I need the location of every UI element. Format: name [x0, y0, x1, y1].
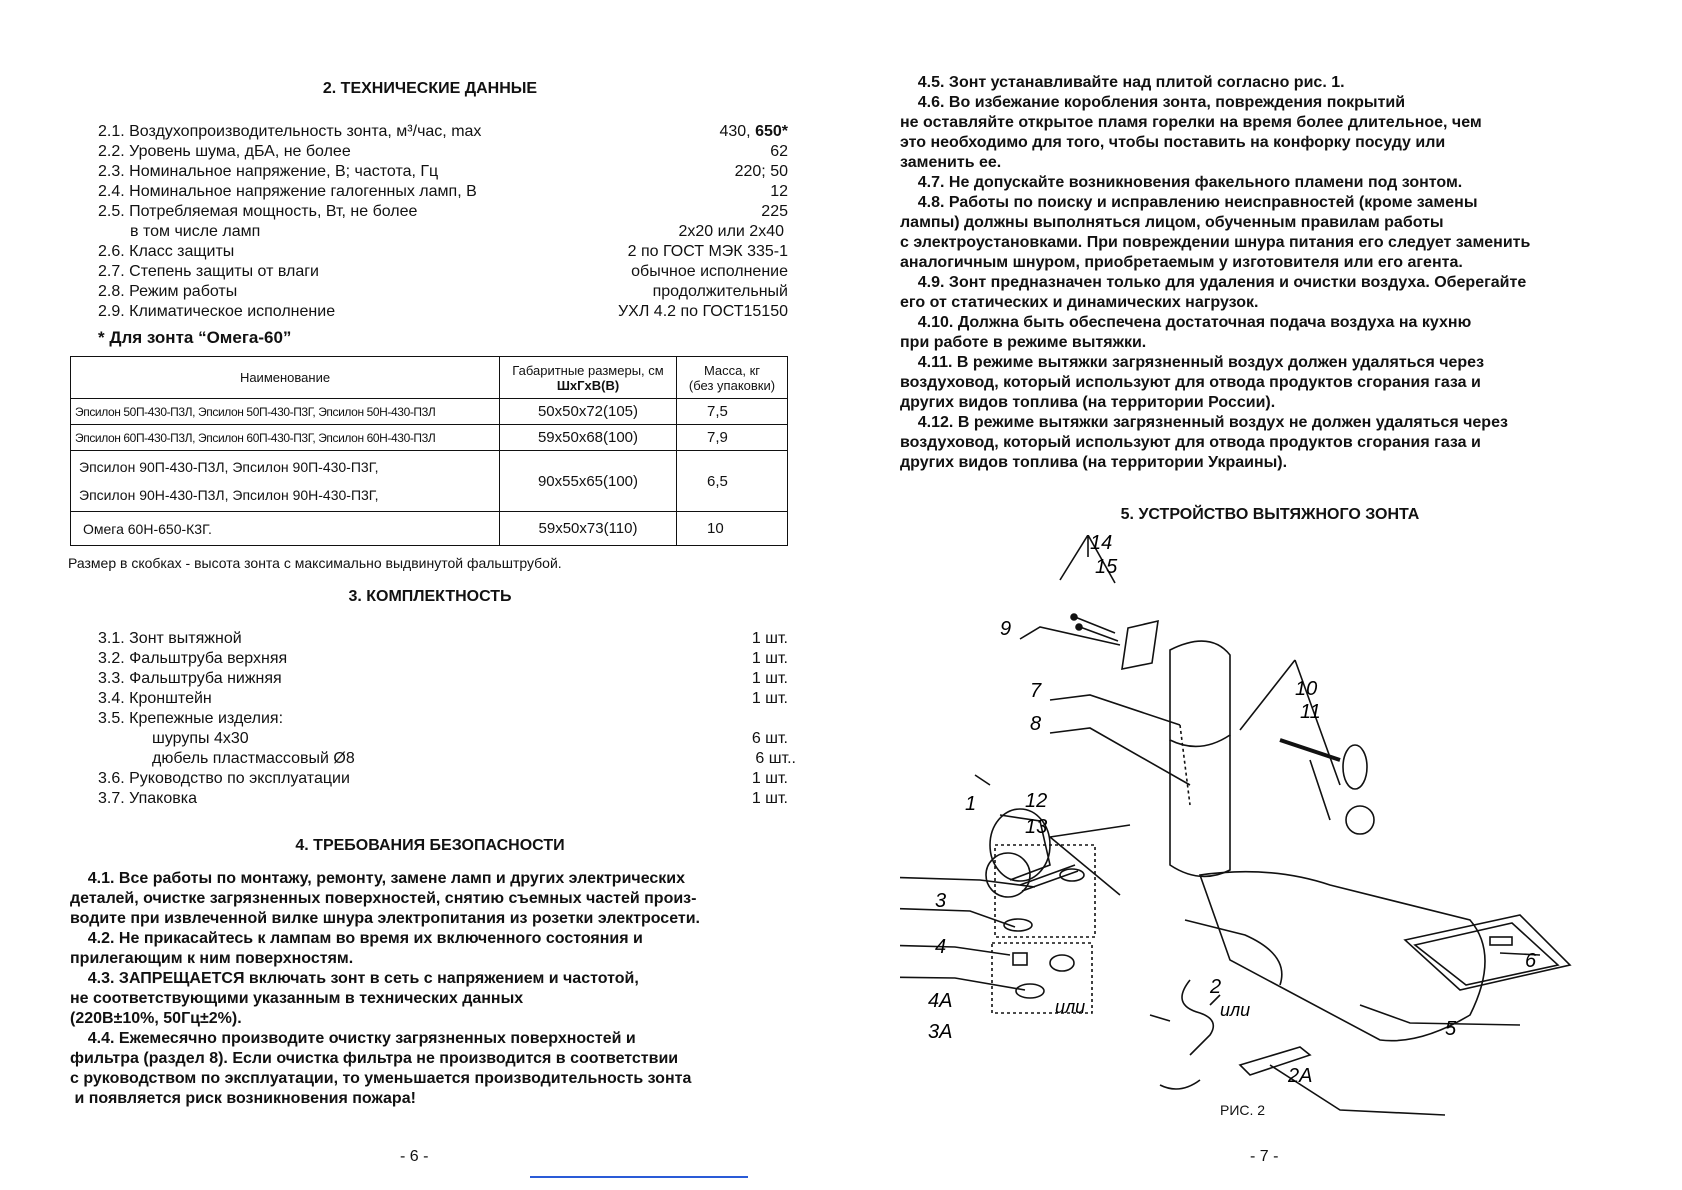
safety-line: его от статических и динамических нагрузок. [900, 294, 1259, 311]
table-header-mass [677, 357, 788, 399]
spec-value [719, 122, 788, 142]
safety-line: 4.5. Зонт устанавливайте над плитой согласно рис. 1. [900, 74, 1345, 91]
label-12: 12 [1025, 790, 1048, 812]
safety-line: 4.6. Во избежание коробления зонта, повреждения покрытий [900, 94, 1406, 111]
spec-value [628, 242, 788, 262]
safety-line: воздуховод, который используют для отвода продуктов сгорания газа и [900, 434, 1481, 451]
label-9: 9 [1000, 618, 1012, 640]
spec-value-text: 220; 50 [734, 163, 788, 180]
table-row [71, 399, 788, 425]
table-cell-name [71, 451, 500, 512]
table-cell-name: Эпсилон 60П-430-П3Л, Эпсилон 60П-430-П3Г, Эпсилон 60Н-430-П3Л [71, 425, 500, 451]
safety-line: не соответствующими указанным в технических данных [70, 990, 524, 1007]
section-3-title: 3. КОМПЛЕКТНОСТЬ [348, 588, 512, 605]
spec-value-text: 225 [761, 203, 788, 220]
hood-assembly-diagram [900, 535, 1640, 1120]
kit-label: 3.1. Зонт вытяжной [98, 630, 242, 647]
spec-value-text: 2х20 или 2х40 [678, 223, 784, 240]
safety-line: аналогичным шнуром, приобретаемым у изготовителя или его агента. [900, 254, 1463, 271]
kit-row [98, 689, 788, 709]
safety-line: 4.3. ЗАПРЕЩАЕТСЯ включать зонт в сеть с напряжением и частотой, [70, 970, 639, 987]
spec-label: 2.2. Уровень шума, дБА, не более [98, 143, 351, 160]
table-cell-dims: 59х50х73(110) [500, 512, 677, 546]
spec-value [770, 182, 788, 202]
safety-line: воздуховод, который используют для отвода продуктов сгорания газа и [900, 374, 1481, 391]
label-2: 2 [1210, 976, 1222, 998]
table-row [71, 451, 788, 512]
spec-label: 2.7. Степень защиты от влаги [98, 263, 319, 280]
table-cell-mass: 6,5 [677, 451, 788, 512]
label-ili-1: или [1055, 997, 1086, 1017]
table-cell-dims: 90х55х65(100) [500, 451, 677, 512]
header-dims-line2: ШхГхВ(В) [556, 377, 620, 393]
label-4a: 4А [928, 990, 953, 1012]
header-dims-line1: Габаритные размеры, см [512, 362, 664, 378]
spec-label: в том числе ламп [130, 223, 261, 240]
spec-value-text: продолжительный [652, 283, 788, 300]
label-1: 1 [965, 793, 977, 815]
label-7: 7 [1030, 680, 1042, 702]
safety-line: других видов топлива (на территории России). [900, 394, 1276, 411]
spec-value-text: 2 по ГОСТ МЭК 335-1 [627, 243, 788, 260]
spec-value [761, 202, 788, 222]
upper-chimney-part [1170, 641, 1230, 746]
spec-row [98, 122, 788, 142]
label-10: 10 [1295, 678, 1318, 700]
kit-label: 3.7. Упаковка [98, 790, 197, 807]
name-line2: Эпсилон 90Н-430-П3Л, Эпсилон 90Н-430-П3Г, [79, 487, 379, 503]
safety-line: не оставляйте открытое пламя горелки на время более длительное, чем [900, 114, 1482, 131]
kit-row [98, 789, 788, 809]
spec-value-text: 430, [719, 123, 751, 140]
safety-line: при работе в режиме вытяжки. [900, 334, 1147, 351]
table-cell-name: Эпсилон 50П-430-П3Л, Эпсилон 50П-430-П3Г, Эпсилон 50Н-430-П3Л [71, 399, 500, 425]
kit-qty: 6 шт.. [755, 750, 796, 767]
name-line1: Эпсилон 90П-430-П3Л, Эпсилон 90П-430-П3Г, [79, 459, 379, 475]
table-note: Размер в скобках - высота зонта с максимально выдвинутой фальштрубой. [68, 555, 562, 571]
section-5-title: 5. УСТРОЙСТВО ВЫТЯЖНОГО ЗОНТА [1120, 506, 1420, 523]
kit-label: 3.3. Фальштруба нижняя [98, 670, 282, 687]
spec-row [98, 142, 788, 162]
cable-part [1182, 980, 1213, 1055]
table-row [71, 425, 788, 451]
spec-value [631, 262, 788, 282]
kit-qty: 1 шт. [751, 770, 788, 787]
safety-line: других видов топлива (на территории Украины). [900, 454, 1288, 471]
spec-row [98, 202, 788, 222]
label-3: 3 [935, 890, 947, 912]
header-mass-line1: Масса, кг [703, 362, 761, 378]
spec-value-text: 62 [770, 143, 788, 160]
kit-row [98, 649, 788, 669]
table-cell-dims: 59х50х68(100) [500, 425, 677, 451]
label-6: 6 [1525, 950, 1537, 972]
page-number-left: - 6 - [400, 1148, 429, 1165]
spec-value-text: 12 [770, 183, 788, 200]
safety-line: деталей, очистке загрязненных поверхностей, снятию съемных частей произ- [70, 890, 697, 907]
bracket-part [1122, 621, 1158, 669]
table-header-dims [500, 357, 677, 399]
kit-label: шурупы 4х30 [152, 730, 249, 747]
safety-line: водите при извлеченной вилке шнура электропитания из розетки электросети. [70, 910, 700, 927]
safety-line: с электроустановками. При повреждении шнура питания его следует заменить [900, 234, 1531, 251]
kit-qty: 1 шт. [751, 670, 788, 687]
spec-value-text: обычное исполнение [631, 263, 788, 280]
table-cell-name: Омега 60Н-650-К3Г. [71, 512, 500, 546]
label-11: 11 [1300, 701, 1321, 723]
label-15: 15 [1095, 556, 1118, 578]
spec-value-text: УХЛ 4.2 по ГОСТ15150 [618, 303, 788, 320]
spec-row [98, 242, 788, 262]
dimensions-table [70, 356, 788, 546]
safety-line: лампы) должны выполняться лицом, обученным правилам работы [900, 214, 1444, 231]
table-row [71, 512, 788, 546]
kit-qty: 1 шт. [751, 790, 788, 807]
spec-label: 2.9. Климатическое исполнение [98, 303, 336, 320]
safety-line: 4.9. Зонт предназначен только для удаления и очистки воздуха. Оберегайте [900, 274, 1527, 291]
kit-row [98, 749, 796, 769]
table-cell-mass: 10 [677, 512, 788, 546]
spec-label: 2.4. Номинальное напряжение галогенных ламп, В [98, 183, 477, 200]
header-mass-line2: (без упаковки) [688, 377, 776, 393]
label-2a: 2А [1288, 1065, 1313, 1087]
safety-line: 4.12. В режиме вытяжки загрязненный воздух не должен удаляться через [900, 414, 1508, 431]
safety-line: 4.7. Не допускайте возникновения факельного пламени под зонтом. [900, 174, 1463, 191]
safety-line: 4.4. Ежемесячно производите очистку загрязненных поверхностей и [70, 1030, 636, 1047]
page-number-right: - 7 - [1250, 1148, 1279, 1165]
figure-caption: РИС. 2 [1220, 1102, 1266, 1118]
label-8: 8 [1030, 713, 1042, 735]
table-cell-mass: 7,5 [677, 399, 788, 425]
accessory-box-1 [995, 845, 1095, 937]
safety-line: с руководством по эксплуатации, то уменьшается производительность зонта [70, 1070, 692, 1087]
kit-qty: 6 шт. [751, 730, 788, 747]
safety-line: 4.8. Работы по поиску и исправлению неисправностей (кроме замены [900, 194, 1478, 211]
safety-line: 4.2. Не прикасайтесь к лампам во время их включенного состояния и [70, 930, 643, 947]
spec-value [770, 142, 788, 162]
safety-line: (220В±10%, 50Гц±2%). [70, 1010, 242, 1027]
safety-line: заменить ее. [900, 154, 1002, 171]
spec-value [679, 222, 785, 242]
kit-label: 3.5. Крепежные изделия: [98, 710, 284, 727]
label-4: 4 [935, 936, 947, 958]
spec-label: 2.6. Класс защиты [98, 243, 235, 260]
safety-line: фильтра (раздел 8). Если очистка фильтра не производится в соответствии [70, 1050, 679, 1067]
safety-line: и появляется риск возникновения пожара! [70, 1090, 416, 1107]
spec-label: 2.3. Номинальное напряжение, В; частота, Гц [98, 163, 439, 180]
kit-row [98, 769, 788, 789]
safety-line: 4.1. Все работы по монтажу, ремонту, замене ламп и других электрических [70, 870, 686, 887]
spec-value-bold: 650* [755, 123, 788, 140]
kit-qty: 1 шт. [751, 630, 788, 647]
kit-row [98, 729, 788, 749]
label-13: 13 [1025, 816, 1048, 838]
label-5: 5 [1445, 1018, 1457, 1040]
section-2-title: 2. ТЕХНИЧЕСКИЕ ДАННЫЕ [322, 80, 538, 97]
label-3a: 3А [928, 1021, 953, 1043]
table-header-row [71, 357, 788, 399]
safety-line: прилегающим к ним поверхностям. [70, 950, 354, 967]
safety-line: 4.11. В режиме вытяжки загрязненный воздух должен удаляться через [900, 354, 1485, 371]
spec-label: 2.8. Режим работы [98, 283, 238, 300]
spec-row [98, 222, 788, 242]
spec-label: 2.5. Потребляемая мощность, Вт, не более [98, 203, 418, 220]
footnote: * Для зонта “Омега-60” [98, 328, 292, 347]
safety-line: 4.10. Должна быть обеспечена достаточная подача воздуха на кухню [900, 314, 1472, 331]
table-cell-dims: 50х50х72(105) [500, 399, 677, 425]
spec-row [98, 302, 788, 322]
section-4-title: 4. ТРЕБОВАНИЯ БЕЗОПАСНОСТИ [295, 837, 565, 854]
spec-label: 2.1. Воздухопроизводительность зонта, м³/час, max [98, 123, 482, 140]
kit-label: 3.2. Фальштруба верхняя [98, 650, 288, 667]
kit-qty: 1 шт. [751, 690, 788, 707]
safety-line: это необходимо для того, чтобы поставить на конфорку посуду или [900, 134, 1446, 151]
lower-chimney-part [1170, 735, 1230, 876]
spec-value [735, 162, 788, 182]
kit-row [98, 669, 788, 689]
table-header-name: Наименование [71, 357, 500, 399]
label-ili-2: или [1220, 1000, 1251, 1020]
kit-row [98, 709, 788, 729]
spec-row [98, 162, 788, 182]
kit-label: 3.4. Кронштейн [98, 690, 212, 707]
spec-row [98, 182, 788, 202]
link-underline[interactable] [530, 1176, 748, 1178]
kit-row [98, 629, 788, 649]
table-cell-mass: 7,9 [677, 425, 788, 451]
spec-value [653, 282, 788, 302]
spec-row [98, 282, 788, 302]
spec-value [618, 302, 788, 322]
kit-label: 3.6. Руководство по эксплуатации [98, 770, 350, 787]
kit-label: дюбель пластмассовый Ø8 [152, 750, 355, 767]
lamp-socket-part [1280, 740, 1340, 760]
label-14: 14 [1090, 535, 1113, 554]
spec-row [98, 262, 788, 282]
kit-qty: 1 шт. [751, 650, 788, 667]
